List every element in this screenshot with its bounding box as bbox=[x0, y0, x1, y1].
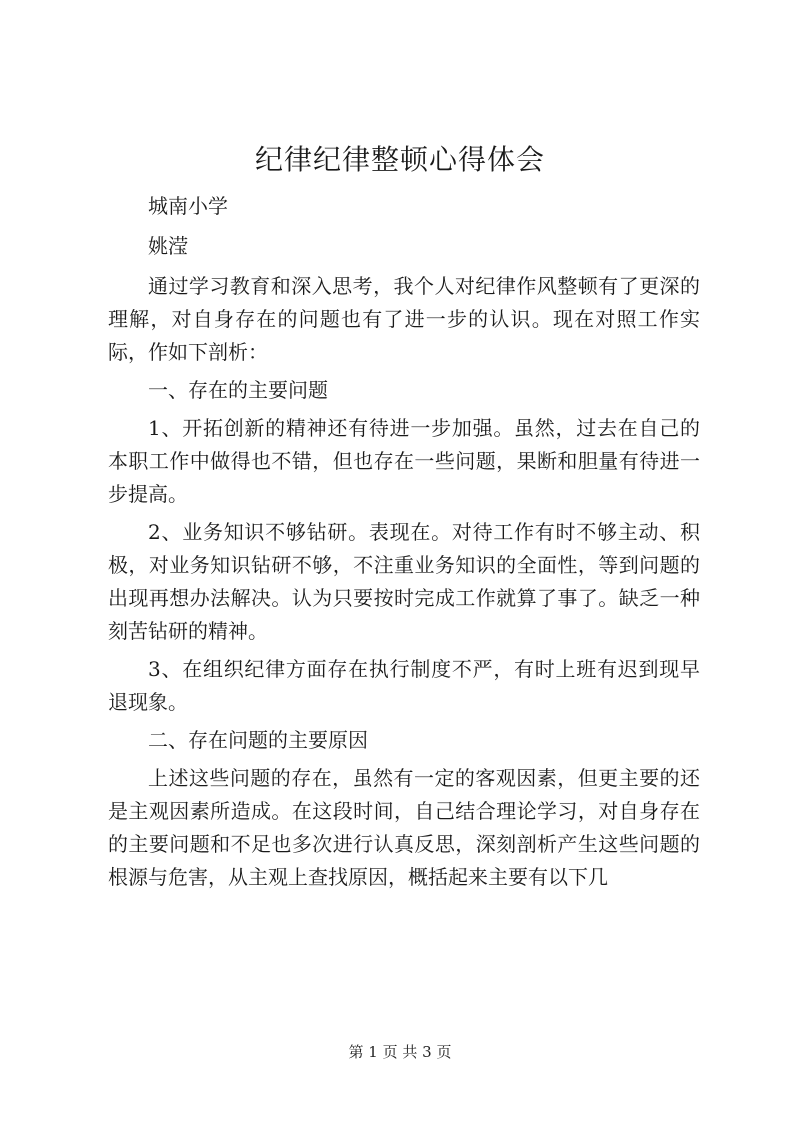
author-name: 姚滢 bbox=[148, 234, 188, 258]
problem-item-3: 3、在组织纪律方面存在执行制度不严，有时上班有迟到现早退现象。 bbox=[108, 657, 700, 714]
page-footer: 第 1 页 共 3 页 bbox=[348, 1043, 452, 1061]
section-heading-problems: 一、存在的主要问题 bbox=[148, 378, 328, 402]
school-name: 城南小学 bbox=[148, 194, 228, 218]
section-heading-causes: 二、存在问题的主要原因 bbox=[148, 728, 368, 752]
problem-item-1: 1、开拓创新的精神还有待进一步加强。虽然，过去在自己的本职工作中做得也不错，但也存在一些问题，果断和胆量有待进一步提高。 bbox=[108, 416, 700, 506]
intro-paragraph: 通过学习教育和深入思考，我个人对纪律作风整顿有了更深的理解，对自身存在的问题也有了进一步的认识。现在对照工作实际，作如下剖析： bbox=[108, 274, 700, 364]
document-body bbox=[108, 190, 700, 899]
problem-item-2: 2、业务知识不够钻研。表现在。对待工作有时不够主动、积极，对业务知识钻研不够，不注重业务知识的全面性，等到问题的出现再想办法解决。认为只要按时完成工作就算了事了。缺乏一种刻苦钻研的精神。 bbox=[108, 520, 700, 643]
document-title: 纪律纪律整顿心得体会 bbox=[254, 143, 545, 176]
causes-paragraph: 上述这些问题的存在，虽然有一定的客观因素，但更主要的还是主观因素所造成。在这段时间，自己结合理论学习，对自身存在的主要问题和不足也多次进行认真反思，深刻剖析产生这些问题的根源与危害，从主观上查找原因，概括起来主要有以下几 bbox=[108, 766, 700, 889]
